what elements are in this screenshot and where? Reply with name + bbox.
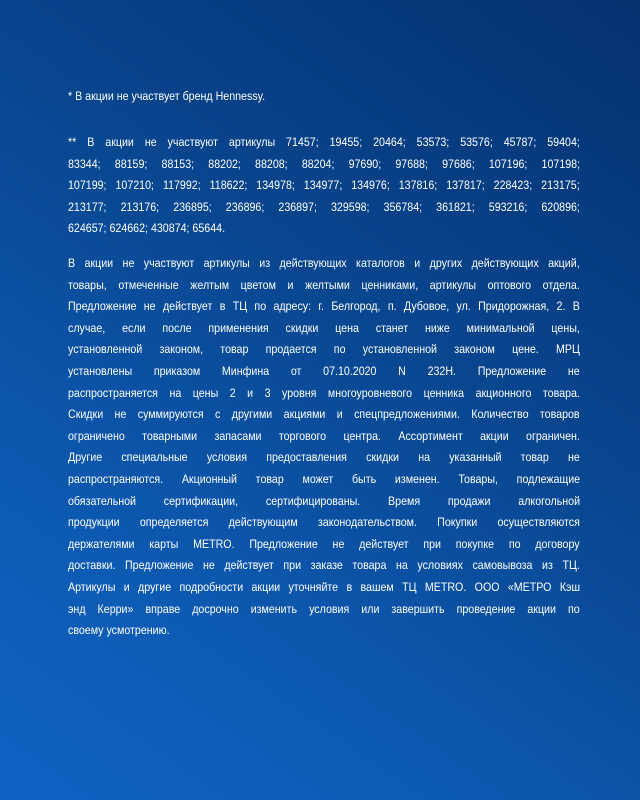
text-line: 624657; 624662; 430874; 65644.: [68, 221, 226, 236]
text-line: распространяется на цены 2 и 3 уровня многоуровневого ценника акционного товара.: [68, 385, 580, 400]
text-line: 83344; 88159; 88153; 88202; 88208; 88204; 97690; 97688; 97686; 107196; 107198;: [68, 156, 581, 171]
text-line: Предложение не действует в ТЦ по адресу: г. Белгород, п. Дубовое, ул. Придорожная, 2. В: [68, 299, 580, 314]
text-line: случае, если после применения скидки цена станет ниже минимальной цены,: [68, 320, 580, 335]
text-line: доставки. Предложение не действует при заказе товара на условиях самовывоза из ТЦ.: [68, 558, 580, 573]
text-line: продукции определяется действующим законодательством. Покупки осуществляются: [68, 515, 580, 530]
text-line: Другие специальные условия предоставления скидки на указанный товар не: [68, 450, 580, 465]
text-line: ** В акции не участвуют артикулы 71457; 19455; 20464; 53573; 53576; 45787; 59404;: [68, 135, 580, 149]
text-line: своему усмотрению.: [68, 623, 170, 638]
text-line: В акции не участвуют артикулы из действующих каталогов и других действующих акций,: [68, 256, 580, 270]
text-line: установленной законом, товар продается по установленной законом цене. МРЦ: [68, 342, 580, 357]
text-line: обязательной сертификации, сертифицированы. Время продажи алкогольной: [68, 493, 581, 508]
text-line: Скидки не суммируются с другими акциями и спецпредложениями. Количество товаров: [68, 407, 580, 422]
text-line: распространяются. Акционный товар может быть изменен. Товары, подлежащие: [68, 472, 581, 486]
text-line: держателями карты METRO. Предложение не действует при покупке по договору: [68, 536, 580, 551]
text-line: ограничено товарными запасами торгового центра. Ассортимент акции ограничен.: [68, 428, 580, 443]
text-line: энд Керри» вправе досрочно изменить условия или завершить проведение акции по: [68, 601, 580, 616]
text-line: * В акции не участвует бренд Hennessy.: [68, 89, 266, 103]
text-line: товары, отмеченные желтым цветом и желтыми ценниками, артикулы оптового отдела.: [68, 277, 580, 292]
text-line: установлены приказом Минфина от 07.10.2020 N 232Н. Предложение не: [68, 364, 580, 378]
text-line: 107199; 107210; 117992; 118622; 134978; 134977; 134976; 137816; 137817; 228423; 213175;: [68, 178, 580, 193]
text-line: 213177; 213176; 236895; 236896; 236897; 329598; 356784; 361821; 593216; 620896;: [68, 199, 580, 214]
text-line: Артикулы и другие подробности акции уточняйте в вашем ТЦ METRO. ООО «МЕТРО Кэш: [68, 580, 581, 594]
